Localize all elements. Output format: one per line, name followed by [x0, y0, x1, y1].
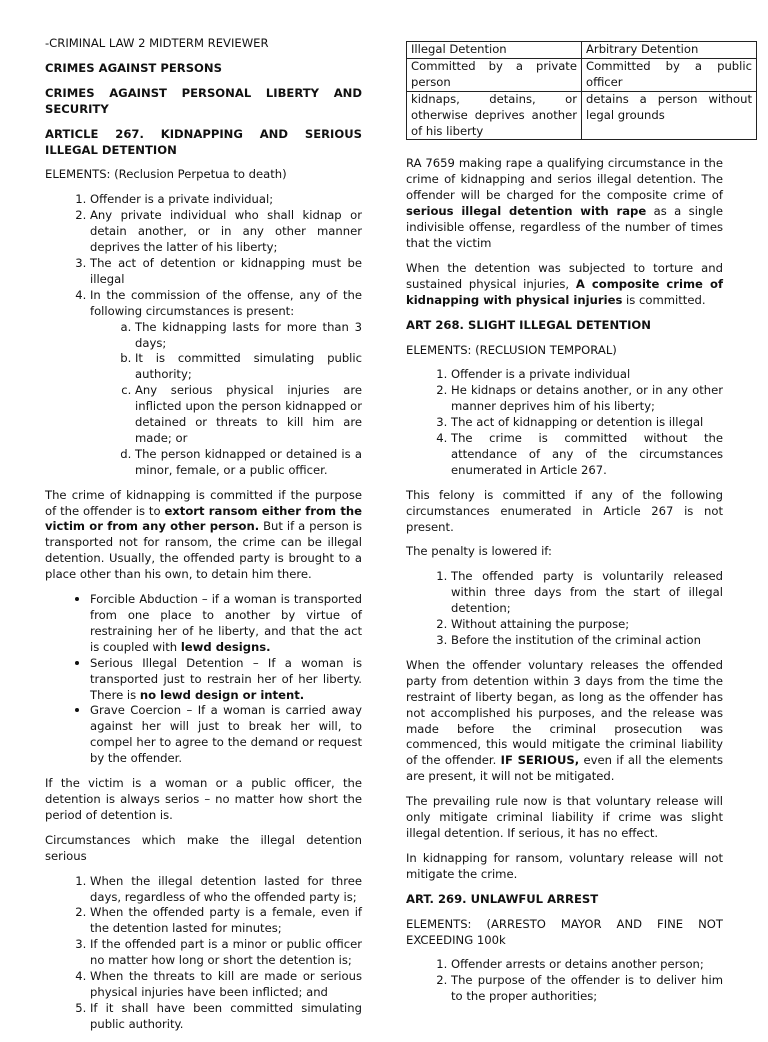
- list-item: 1. Offender is a private individual;: [90, 192, 362, 208]
- list-item: 1. Offender is a private individual: [451, 367, 723, 383]
- list-item: 2. Without attaining the purpose;: [451, 617, 723, 633]
- felony-paragraph: This felony is committed if any of the following circumstances enumerated in Article 267 is not present.: [406, 487, 723, 534]
- text-run: as a single indivisible offense, regardless of the number of times that the victim: [406, 204, 723, 250]
- list-item: b. It is committed simulating public authority;: [135, 351, 362, 383]
- article-269-title: ART. 269. UNLAWFUL ARREST: [406, 891, 599, 906]
- list-item: 3. The act of detention or kidnapping must be illegal: [90, 256, 362, 288]
- bold-run: A composite crime of kidnapping with physical injuries: [406, 276, 723, 307]
- list-item: 3. If the offended part is a minor or public officer no matter how long or short the detention is;: [90, 937, 362, 969]
- list-item: c. Any serious physical injuries are inflicted upon the person kidnapped or detained or threats to kill him are made; or: [135, 383, 362, 447]
- bold-run: extort ransom either from the victim or from any other person.: [45, 503, 362, 534]
- circumstances-list: [90, 320, 362, 479]
- text-run: The crime of kidnapping is committed if the purpose of the offender is to: [45, 487, 362, 518]
- left-column: [45, 36, 362, 1042]
- serious-list: [45, 874, 362, 1033]
- list-item: 4. The crime is committed without the attendance of any of the circumstances enumerated in Article 267.: [451, 431, 723, 479]
- voluntary-release-paragraph: [406, 658, 723, 785]
- list-item: 1. When the illegal detention lasted for three days, regardless of who the offended party is;: [90, 874, 362, 906]
- bold-run: serious illegal detention with rape: [406, 204, 647, 219]
- penalty-label: The penalty is lowered if:: [406, 544, 552, 559]
- elements-label: ELEMENTS: (Reclusion Perpetua to death): [45, 167, 287, 182]
- text-run: But if a person is transported not for ransom, the crime can be illegal detention. Usually, the offended party is brought to a place other than his own, to detain him there.: [45, 519, 362, 582]
- list-item: 2. Any private individual who shall kidnap or detain another, or in any other manner deprives the latter of his liberty;: [90, 208, 362, 256]
- list-item: [90, 288, 362, 479]
- penalty-list: [406, 569, 723, 649]
- text-run: Grave Coercion – If a woman is carried away against her will just to break her will, to compel her to agree to the demand or request by the offender.: [90, 703, 362, 766]
- elements-list: [45, 192, 362, 478]
- elements-label: ELEMENTS: (RECLUSION TEMPORAL): [406, 342, 617, 357]
- reviewer-title: -CRIMINAL LAW 2 MIDTERM REVIEWER: [45, 36, 269, 50]
- table-row: [407, 91, 757, 140]
- list-item: 5. If it shall have been committed simulating public authority.: [90, 1001, 362, 1033]
- text-run: When the offender voluntary releases the offended party from detention within 3 days from the time the restraint of liberty began, as long as the offender has not accomplished his purposes, and the release was made before the criminal prosecution was commenced, this would mitigate the criminal liability of the offender.: [406, 657, 723, 768]
- ransom-paragraph: [45, 488, 362, 583]
- list-item: 3. The act of kidnapping or detention is illegal: [451, 415, 723, 431]
- table-cell: detains a person without legal grounds: [582, 91, 757, 140]
- list-item: a. The kidnapping lasts for more than 3 days;: [135, 320, 362, 352]
- table-cell: Committed by a private person: [407, 58, 582, 91]
- bold-run: IF SERIOUS,: [500, 753, 580, 768]
- detention-comparison-table: [406, 41, 757, 140]
- text-run: is committed.: [622, 292, 706, 307]
- list-item: d. The person kidnapped or detained is a minor, female, or a public officer.: [135, 447, 362, 479]
- table-header-cell: Illegal Detention: [407, 42, 582, 59]
- text-run: RA 7659 making rape a qualifying circumstance in the crime of kidnapping and serios illegal detention. The offender will be charged for the composite crime of: [406, 156, 723, 203]
- table-cell: kidnaps, detains, or otherwise deprives another of his liberty: [407, 91, 582, 140]
- right-column: [406, 38, 752, 1014]
- text-run: Serious Illegal Detention – If a woman is transported just to restrain her of her liberty. There is: [90, 655, 362, 702]
- list-item: [90, 592, 362, 656]
- list-item: 2. When the offended party is a female, even if the detention lasted for minutes;: [90, 905, 362, 937]
- bold-run: no lewd design or intent.: [139, 687, 305, 702]
- torture-paragraph: [406, 261, 723, 309]
- subsection-heading: CRIMES AGAINST PERSONAL LIBERTY AND SECURITY: [45, 85, 362, 116]
- bullet-list: [45, 592, 362, 767]
- text-run: Forcible Abduction – if a woman is transported from one place to another by virtue of restraining her of he liberty, and that the act is coupled with: [90, 592, 362, 654]
- article-268-title: ART 268. SLIGHT ILLEGAL DETENTION: [406, 317, 651, 332]
- elements-list: [406, 367, 723, 478]
- victim-paragraph: If the victim is a woman or a public officer, the detention is always serios – no matter how short the period of detention is.: [45, 776, 362, 822]
- table-header-cell: Arbitrary Detention: [582, 42, 757, 59]
- article-267-title: ARTICLE 267. KIDNAPPING AND SERIOUS ILLEGAL DETENTION: [45, 126, 362, 157]
- ransom-release-paragraph: In kidnapping for ransom, voluntary release will not mitigate the crime.: [406, 850, 723, 881]
- list-item: 2. The purpose of the offender is to deliver him to the proper authorities;: [451, 973, 723, 1005]
- serious-label: Circumstances which make the illegal detention serious: [45, 832, 362, 863]
- text-run: When the detention was subjected to torture and sustained physical injuries,: [406, 260, 723, 291]
- section-heading: CRIMES AGAINST PERSONS: [45, 60, 222, 75]
- table-row: [407, 58, 757, 91]
- elements-list: [406, 957, 723, 1005]
- list-item: 1. Offender arrests or detains another person;: [451, 957, 723, 973]
- ra7659-paragraph: [406, 156, 723, 251]
- list-item: 2. He kidnaps or detains another, or in any other manner deprives him of his liberty;: [451, 383, 723, 415]
- list-item: 4. When the threats to kill are made or serious physical injuries have been inflicted; and: [90, 969, 362, 1001]
- elements-label: ELEMENTS: (ARRESTO MAYOR AND FINE NOT EXCEEDING 100k: [406, 916, 723, 947]
- list-item: [90, 703, 362, 767]
- prevailing-rule-paragraph: The prevailing rule now is that voluntary release will only mitigate criminal liability if crime was slight illegal detention. If serious, it has no effect.: [406, 794, 723, 840]
- list-item: 3. Before the institution of the criminal action: [451, 633, 723, 649]
- list-item: 1. The offended party is voluntarily released within three days from the start of illegal detention;: [451, 569, 723, 617]
- list-item: [90, 656, 362, 704]
- text-run: even if all the elements are present, it will not be mitigated.: [406, 753, 723, 784]
- bold-run: lewd designs.: [180, 639, 271, 654]
- list-item-text: In the commission of the offense, any of the following circumstances is present:: [90, 287, 362, 318]
- table-header-row: [407, 42, 757, 59]
- table-cell: Committed by a public officer: [582, 58, 757, 91]
